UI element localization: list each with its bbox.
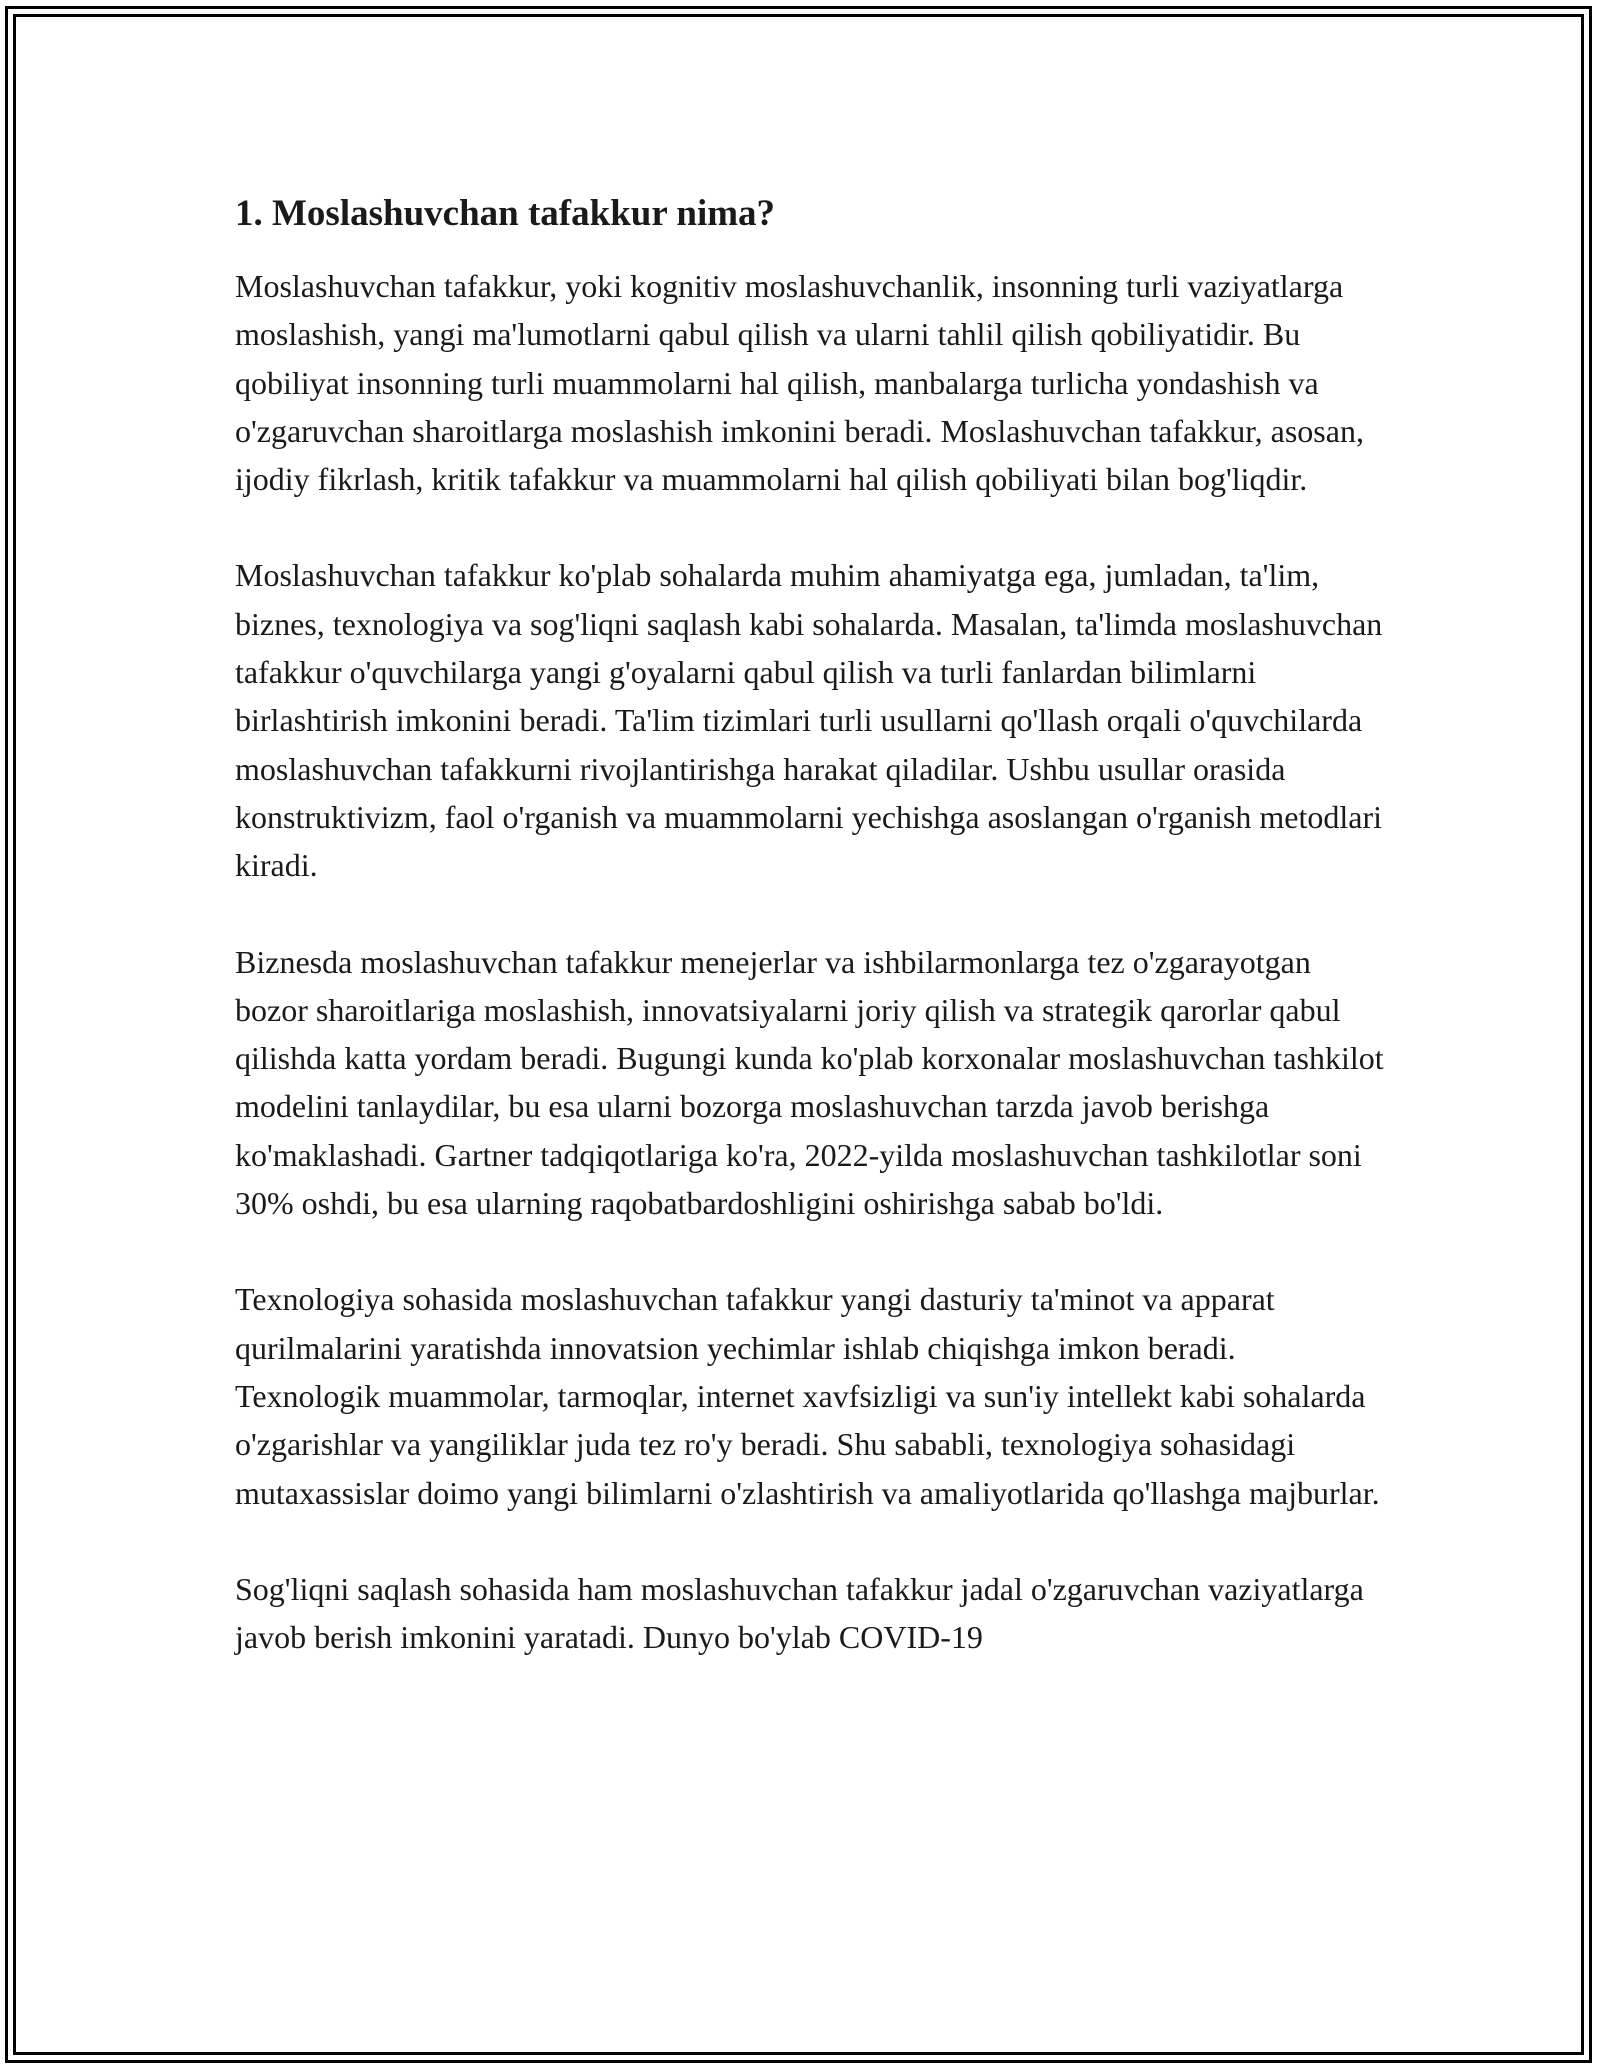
paragraph-technology: Texnologiya sohasida moslashuvchan tafakkur yangi dasturiy ta'minot va apparat qurilmalarini yaratishda innovatsion yechimlar ishlab chiqishga imkon beradi. Texnologik muammolar, tarmoqlar, internet xavfsizligi va sun'iy intellekt kabi sohalarda o'zgarishlar va yangiliklar juda tez ro'y beradi. Shu sababli, texnologiya sohasidagi mutaxassislar doimo yangi bilimlarni o'zlashtirish va amaliyotlarida qo'llashga majburlar. xyxy=(235,1281,1380,1511)
section-heading: 1. Moslashuvchan tafakkur nima? xyxy=(235,193,776,234)
paragraph-business: Biznesda moslashuvchan tafakkur menejerlar va ishbilarmonlarga tez o'zgarayotgan bozor sharoitlariga moslashish, innovatsiyalarni joriy qilish va strategik qarorlar qabul qilishda katta yordam beradi. Bugungi kunda ko'plab korxonalar moslashuvchan tashkilot modelini tanlaydilar, bu esa ularni bozorga moslashuvchan tarzda javob berishga ko'maklashadi. Gartner tadqiqotlariga ko'ra, 2022-yilda moslashuvchan tashkilotlar soni 30% oshdi, bu esa ularning raqobatbardoshligini oshirishga sabab bo'ldi. xyxy=(235,943,1384,1222)
paragraph-definition: Moslashuvchan tafakkur, yoki kognitiv moslashuvchanlik, insonning turli vaziyatlarga moslashish, yangi ma'lumotlarni qabul qilish va ularni tahlil qilish qobiliyatidir. Bu qobiliyat insonning turli muammolarni hal qilish, manbalarga turlicha yondashish va o'zgaruvchan sharoitlarga moslashish imkonini beradi. Moslashuvchan tafakkur, asosan, ijodiy fikrlash, kritik tafakkur va muammolarni hal qilish qobiliyati bilan bog'liqdir. xyxy=(235,268,1364,498)
document-body xyxy=(235,186,1385,1709)
paragraph-healthcare: Sog'liqni saqlash sohasida ham moslashuvchan tafakkur jadal o'zgaruvchan vaziyatlarga javob berish imkonini yaratadi. Dunyo bo'ylab COVID-19 xyxy=(235,1570,1364,1656)
paragraph-education: Moslashuvchan tafakkur ko'plab sohalarda muhim ahamiyatga ega, jumladan, ta'lim, biznes, texnologiya va sog'liqni saqlash kabi sohalarda. Masalan, ta'limda moslashuvchan tafakkur o'quvchilarga yangi g'oyalarni qabul qilish va turli fanlardan bilimlarni birlashtirish imkonini beradi. Ta'lim tizimlari turli usullarni qo'llash orqali o'quvchilarda moslashuvchan tafakkurni rivojlantirishga harakat qiladilar. Ushbu usullar orasida konstruktivizm, faol o'rganish va muammolarni yechishga asoslangan o'rganish metodlari kiradi. xyxy=(235,557,1383,884)
